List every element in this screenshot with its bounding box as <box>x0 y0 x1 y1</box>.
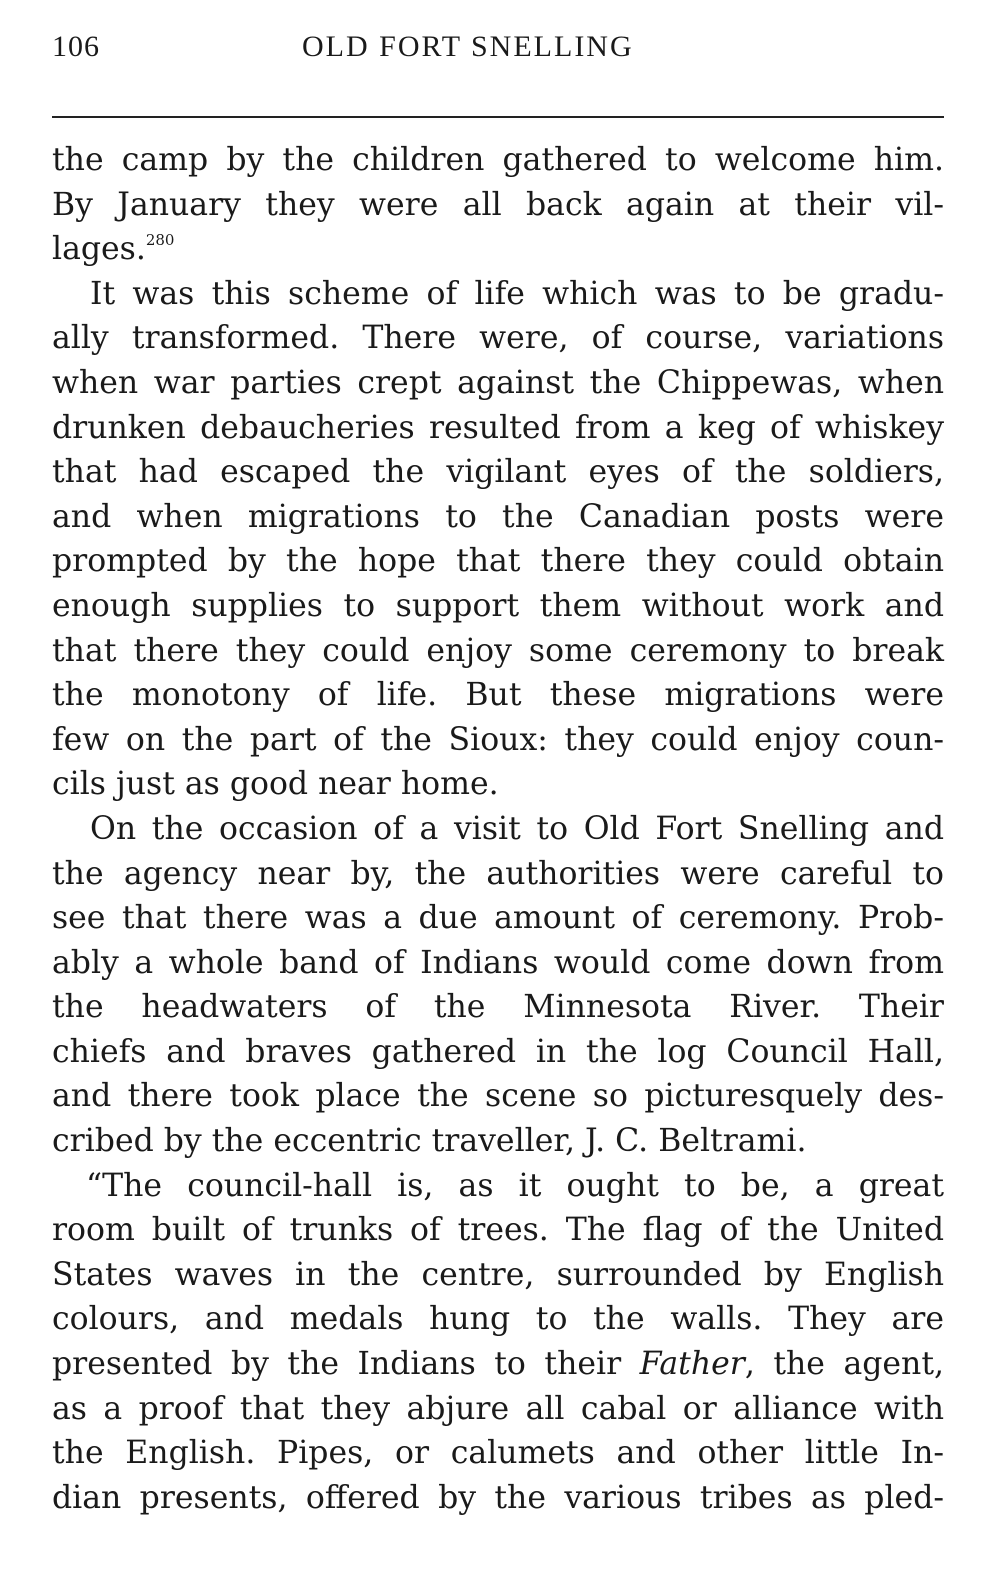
italic-word: Father <box>639 1346 745 1383</box>
text-line: the headwaters of the Minnesota River. Their <box>52 989 944 1026</box>
paragraph <box>52 138 944 272</box>
text-line: ably a whole band of Indians would come down from <box>52 944 944 981</box>
text-fragment: lages. <box>52 231 146 268</box>
text-fragment: , the agent, <box>744 1346 945 1383</box>
text-line: few on the part of the Sioux: they could enjoy coun- <box>52 721 944 758</box>
text-line: On the occasion of a visit to Old Fort Snelling and <box>90 810 944 847</box>
text-line: prompted by the hope that there they could obtain <box>52 543 944 580</box>
text-line: States waves in the centre, surrounded by English <box>52 1256 944 1293</box>
body-text <box>52 138 944 1520</box>
text-line: the monotony of life. But these migrations were <box>52 677 944 714</box>
header-rule <box>52 116 944 118</box>
text-line <box>52 1342 944 1387</box>
text-line: By January they were all back again at their vil- <box>52 186 944 223</box>
paragraph <box>52 807 944 1164</box>
text-line: dian presents, offered by the various tribes as pled- <box>52 1479 944 1516</box>
text-line: enough supplies to support them without work and <box>52 587 944 624</box>
text-line: the camp by the children gathered to welcome him. <box>52 142 944 178</box>
text-line: colours, and medals hung to the walls. They are <box>52 1301 944 1338</box>
paragraph <box>52 272 944 807</box>
text-fragment: presented by the Indians to their <box>52 1346 640 1383</box>
running-title: OLD FORT SNELLING <box>302 30 634 63</box>
text-line: cils just as good near home. <box>52 766 499 803</box>
text-line: that had escaped the vigilant eyes of the soldiers, <box>52 454 944 491</box>
text-line: ally transformed. There were, of course, variations <box>52 320 944 357</box>
text-line: that there they could enjoy some ceremony to break <box>52 632 944 669</box>
text-line: the English. Pipes, or calumets and other little In- <box>52 1435 944 1472</box>
text-line: see that there was a due amount of ceremony. Prob- <box>52 900 944 937</box>
book-page <box>52 30 945 1516</box>
text-line: and when migrations to the Canadian posts were <box>52 498 944 535</box>
text-line: cribed by the eccentric traveller, J. C. Beltrami. <box>52 1123 807 1160</box>
text-line: the agency near by, the authorities were careful to <box>52 855 944 892</box>
running-header <box>52 30 944 76</box>
text-line <box>52 227 944 272</box>
quotation-paragraph <box>52 1164 944 1521</box>
text-line: chiefs and braves gathered in the log Council Hall, <box>52 1033 944 1070</box>
text-line: when war parties crept against the Chippewas, when <box>52 364 944 401</box>
text-line: “The council-hall is, as it ought to be, a great <box>86 1167 944 1204</box>
text-line: drunken debaucheries resulted from a keg of whiskey <box>52 409 944 446</box>
page-number: 106 <box>52 30 100 63</box>
footnote-reference[interactable]: 280 <box>145 231 175 250</box>
text-line: and there took place the scene so picturesquely des- <box>52 1078 944 1115</box>
text-line: room built of trunks of trees. The flag of the United <box>52 1212 944 1249</box>
text-line: It was this scheme of life which was to be gradu- <box>90 275 944 312</box>
text-line: as a proof that they abjure all cabal or alliance with <box>52 1390 944 1427</box>
